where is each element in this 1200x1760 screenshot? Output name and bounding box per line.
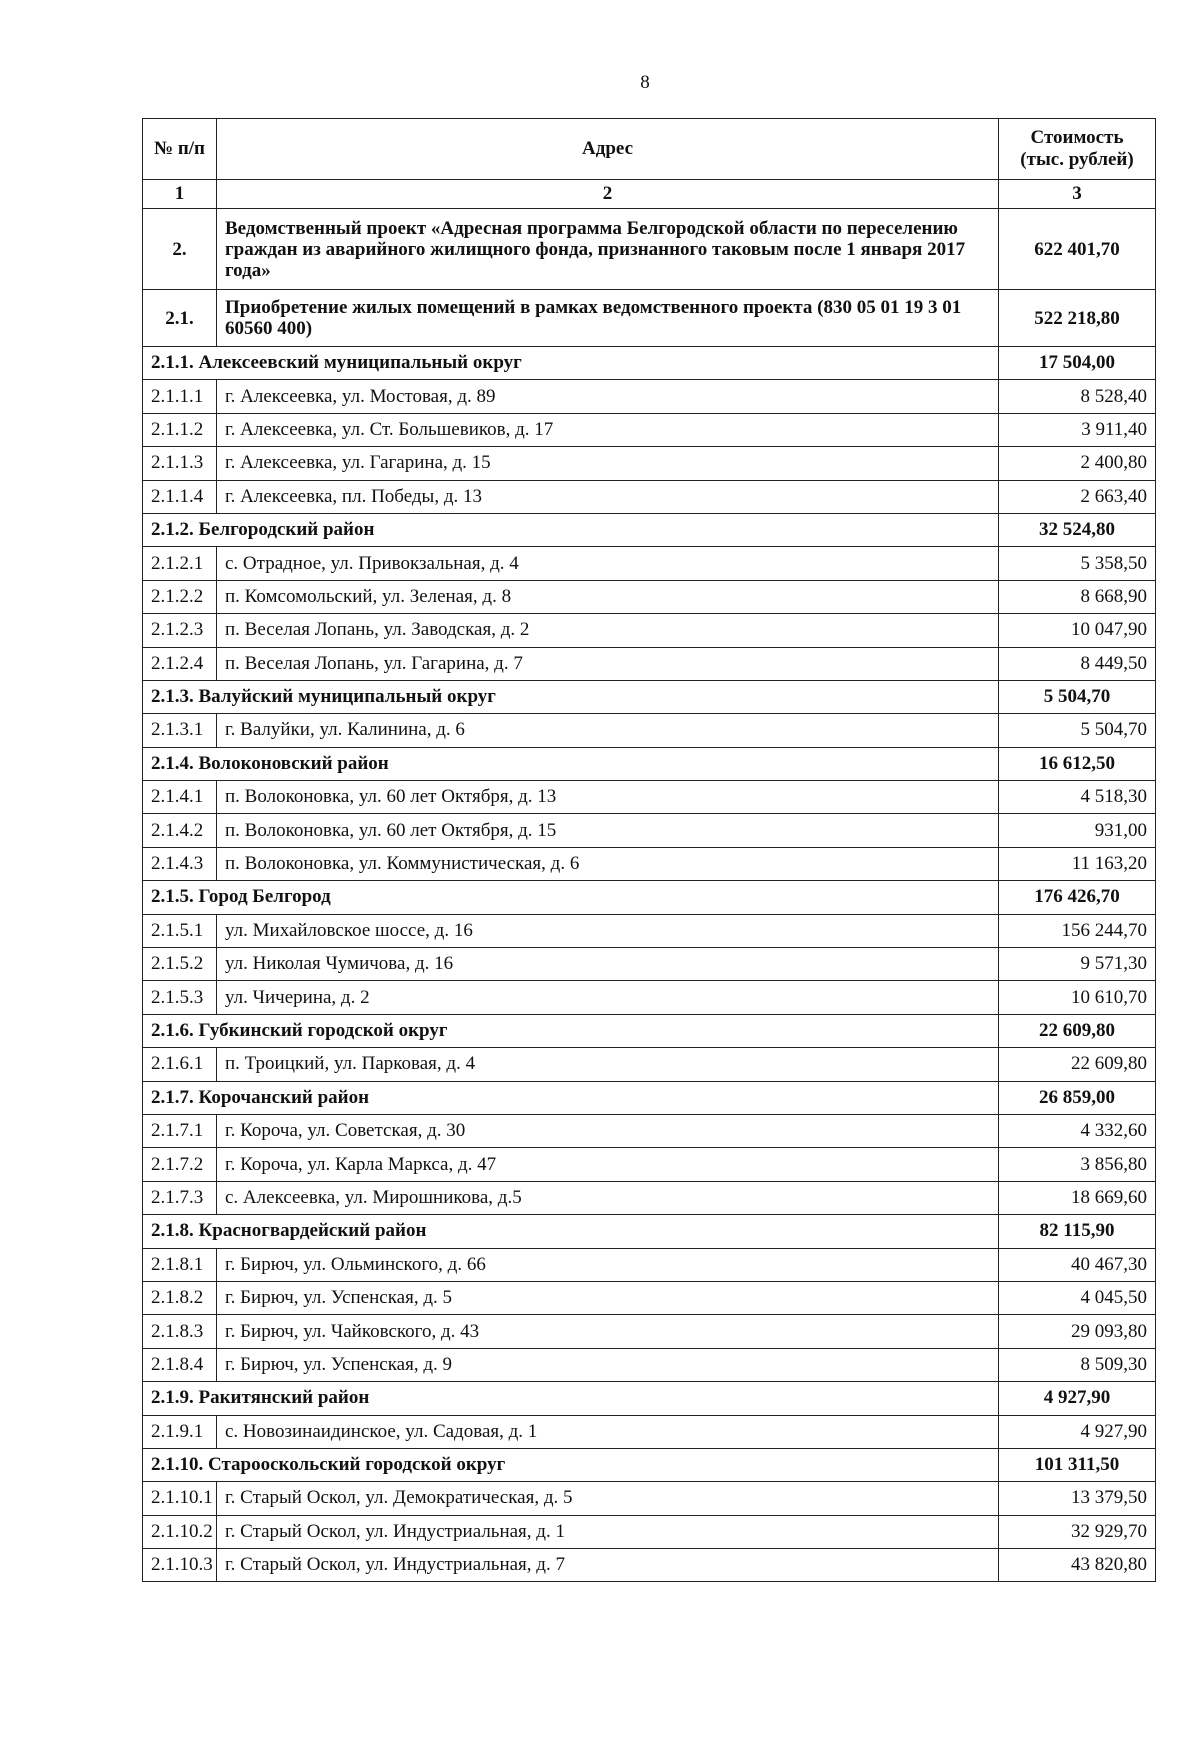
row-address: г. Бирюч, ул. Ольминского, д. 66: [217, 1248, 999, 1281]
column-number-2: 2: [217, 180, 999, 209]
table-row: [143, 614, 1156, 647]
row-number: 2.1.10.3: [143, 1549, 217, 1582]
row-number: 2.1.4.2: [143, 814, 217, 847]
row-number: 2.1.9.1: [143, 1415, 217, 1448]
table-header-row: [143, 119, 1156, 180]
row-cost: 4 927,90: [999, 1415, 1156, 1448]
district-title: 2.1.8. Красногвардейский район: [143, 1215, 999, 1248]
address-program-table: [142, 118, 1156, 1582]
row-cost: 8 668,90: [999, 580, 1156, 613]
table-row: [143, 1549, 1156, 1582]
project-cost: 622 401,70: [999, 209, 1156, 290]
subproject-title: Приобретение жилых помещений в рамках ведомственного проекта (830 05 01 19 3 01 60560 400): [217, 290, 999, 347]
row-cost: 3 856,80: [999, 1148, 1156, 1181]
row-address: г. Короча, ул. Карла Маркса, д. 47: [217, 1148, 999, 1181]
district-title: 2.1.7. Корочанский район: [143, 1081, 999, 1114]
row-cost: 3 911,40: [999, 413, 1156, 446]
row-cost: 40 467,30: [999, 1248, 1156, 1281]
district-total: 4 927,90: [999, 1382, 1156, 1415]
page-number: 8: [640, 72, 650, 93]
table-row: [143, 1281, 1156, 1314]
row-number: 2.1.8.3: [143, 1315, 217, 1348]
row-number: 2.1.7.2: [143, 1148, 217, 1181]
row-cost: 8 509,30: [999, 1348, 1156, 1381]
row-cost: 4 045,50: [999, 1281, 1156, 1314]
subproject-row: [143, 290, 1156, 347]
row-cost: 13 379,50: [999, 1482, 1156, 1515]
table-row: [143, 814, 1156, 847]
header-number: № п/п: [143, 119, 217, 180]
table-row: [143, 981, 1156, 1014]
row-cost: 8 449,50: [999, 647, 1156, 680]
row-cost: 32 929,70: [999, 1515, 1156, 1548]
district-group-row: [143, 347, 1156, 380]
row-cost: 4 518,30: [999, 781, 1156, 814]
row-cost: 156 244,70: [999, 914, 1156, 947]
row-address: с. Новозинаидинское, ул. Садовая, д. 1: [217, 1415, 999, 1448]
row-address: п. Троицкий, ул. Парковая, д. 4: [217, 1048, 999, 1081]
row-number: 2.1.7.3: [143, 1181, 217, 1214]
row-address: п. Комсомольский, ул. Зеленая, д. 8: [217, 580, 999, 613]
header-cost: Стоимость (тыс. рублей): [999, 119, 1156, 180]
row-cost: 11 163,20: [999, 847, 1156, 880]
table-row: [143, 914, 1156, 947]
row-address: г. Старый Оскол, ул. Индустриальная, д. 7: [217, 1549, 999, 1582]
subproject-cost: 522 218,80: [999, 290, 1156, 347]
row-address: г. Алексеевка, ул. Мостовая, д. 89: [217, 380, 999, 413]
project-title: Ведомственный проект «Адресная программа Белгородской области по переселению граждан из аварийного жилищного фонда, признанного таковым после 1 января 2017 года»: [217, 209, 999, 290]
row-number: 2.1.2.3: [143, 614, 217, 647]
district-group-row: [143, 680, 1156, 713]
row-number: 2.1.2.4: [143, 647, 217, 680]
district-group-row: [143, 747, 1156, 780]
project-row: [143, 209, 1156, 290]
row-number: 2.1.8.1: [143, 1248, 217, 1281]
district-title: 2.1.2. Белгородский район: [143, 513, 999, 546]
table-row: [143, 1114, 1156, 1147]
district-title: 2.1.3. Валуйский муниципальный округ: [143, 680, 999, 713]
district-group-row: [143, 881, 1156, 914]
table-row: [143, 580, 1156, 613]
row-cost: 29 093,80: [999, 1315, 1156, 1348]
row-number: 2.1.2.2: [143, 580, 217, 613]
district-group-row: [143, 1382, 1156, 1415]
district-total: 101 311,50: [999, 1448, 1156, 1481]
row-address: г. Бирюч, ул. Чайковского, д. 43: [217, 1315, 999, 1348]
row-number: 2.1.1.4: [143, 480, 217, 513]
district-group-row: [143, 1215, 1156, 1248]
row-address: с. Алексеевка, ул. Мирошникова, д.5: [217, 1181, 999, 1214]
district-title: 2.1.5. Город Белгород: [143, 881, 999, 914]
row-number: 2.1.5.2: [143, 948, 217, 981]
row-address: п. Веселая Лопань, ул. Заводская, д. 2: [217, 614, 999, 647]
row-cost: 5 504,70: [999, 714, 1156, 747]
project-number: 2.: [143, 209, 217, 290]
table-row: [143, 1482, 1156, 1515]
column-number-row: [143, 180, 1156, 209]
district-title: 2.1.4. Волоконовский район: [143, 747, 999, 780]
row-cost: 5 358,50: [999, 547, 1156, 580]
district-total: 82 115,90: [999, 1215, 1156, 1248]
district-group-row: [143, 513, 1156, 546]
table-row: [143, 1348, 1156, 1381]
row-number: 2.1.1.2: [143, 413, 217, 446]
row-cost: 43 820,80: [999, 1549, 1156, 1582]
district-total: 16 612,50: [999, 747, 1156, 780]
row-number: 2.1.6.1: [143, 1048, 217, 1081]
row-cost: 9 571,30: [999, 948, 1156, 981]
table-row: [143, 1515, 1156, 1548]
row-address: г. Бирюч, ул. Успенская, д. 5: [217, 1281, 999, 1314]
row-cost: 8 528,40: [999, 380, 1156, 413]
row-address: г. Бирюч, ул. Успенская, д. 9: [217, 1348, 999, 1381]
row-cost: 931,00: [999, 814, 1156, 847]
row-cost: 22 609,80: [999, 1048, 1156, 1081]
row-cost: 18 669,60: [999, 1181, 1156, 1214]
row-address: г. Валуйки, ул. Калинина, д. 6: [217, 714, 999, 747]
table-row: [143, 1048, 1156, 1081]
table-row: [143, 1148, 1156, 1181]
district-group-row: [143, 1081, 1156, 1114]
district-total: 32 524,80: [999, 513, 1156, 546]
district-total: 176 426,70: [999, 881, 1156, 914]
row-number: 2.1.8.2: [143, 1281, 217, 1314]
row-address: г. Старый Оскол, ул. Демократическая, д. 5: [217, 1482, 999, 1515]
table-row: [143, 1248, 1156, 1281]
row-number: 2.1.10.1: [143, 1482, 217, 1515]
district-total: 17 504,00: [999, 347, 1156, 380]
table-row: [143, 1315, 1156, 1348]
row-cost: 2 663,40: [999, 480, 1156, 513]
subproject-number: 2.1.: [143, 290, 217, 347]
row-address: п. Волоконовка, ул. Коммунистическая, д. 6: [217, 847, 999, 880]
row-cost: 10 610,70: [999, 981, 1156, 1014]
row-cost: 10 047,90: [999, 614, 1156, 647]
row-address: ул. Чичерина, д. 2: [217, 981, 999, 1014]
row-address: с. Отрадное, ул. Привокзальная, д. 4: [217, 547, 999, 580]
row-number: 2.1.7.1: [143, 1114, 217, 1147]
row-address: ул. Николая Чумичова, д. 16: [217, 948, 999, 981]
table-row: [143, 1181, 1156, 1214]
row-number: 2.1.5.3: [143, 981, 217, 1014]
table-row: [143, 380, 1156, 413]
district-title: 2.1.6. Губкинский городской округ: [143, 1014, 999, 1047]
district-title: 2.1.10. Старооскольский городской округ: [143, 1448, 999, 1481]
row-address: г. Алексеевка, пл. Победы, д. 13: [217, 480, 999, 513]
district-total: 26 859,00: [999, 1081, 1156, 1114]
row-address: п. Волоконовка, ул. 60 лет Октября, д. 15: [217, 814, 999, 847]
table-row: [143, 1415, 1156, 1448]
district-title: 2.1.9. Ракитянский район: [143, 1382, 999, 1415]
row-address: г. Короча, ул. Советская, д. 30: [217, 1114, 999, 1147]
row-number: 2.1.2.1: [143, 547, 217, 580]
district-group-row: [143, 1014, 1156, 1047]
district-total: 22 609,80: [999, 1014, 1156, 1047]
row-cost: 4 332,60: [999, 1114, 1156, 1147]
row-cost: 2 400,80: [999, 447, 1156, 480]
table-row: [143, 447, 1156, 480]
row-address: г. Старый Оскол, ул. Индустриальная, д. 1: [217, 1515, 999, 1548]
row-number: 2.1.5.1: [143, 914, 217, 947]
table-row: [143, 847, 1156, 880]
row-number: 2.1.4.1: [143, 781, 217, 814]
row-number: 2.1.3.1: [143, 714, 217, 747]
row-address: г. Алексеевка, ул. Гагарина, д. 15: [217, 447, 999, 480]
row-number: 2.1.1.3: [143, 447, 217, 480]
table-row: [143, 948, 1156, 981]
row-address: п. Волоконовка, ул. 60 лет Октября, д. 13: [217, 781, 999, 814]
table-row: [143, 781, 1156, 814]
header-address: Адрес: [217, 119, 999, 180]
table-row: [143, 647, 1156, 680]
column-number-3: 3: [999, 180, 1156, 209]
row-address: ул. Михайловское шоссе, д. 16: [217, 914, 999, 947]
district-group-row: [143, 1448, 1156, 1481]
district-title: 2.1.1. Алексеевский муниципальный округ: [143, 347, 999, 380]
row-address: п. Веселая Лопань, ул. Гагарина, д. 7: [217, 647, 999, 680]
table-row: [143, 413, 1156, 446]
district-total: 5 504,70: [999, 680, 1156, 713]
row-address: г. Алексеевка, ул. Ст. Большевиков, д. 17: [217, 413, 999, 446]
table-row: [143, 480, 1156, 513]
row-number: 2.1.10.2: [143, 1515, 217, 1548]
table-row: [143, 714, 1156, 747]
table-row: [143, 547, 1156, 580]
column-number-1: 1: [143, 180, 217, 209]
row-number: 2.1.8.4: [143, 1348, 217, 1381]
row-number: 2.1.4.3: [143, 847, 217, 880]
row-number: 2.1.1.1: [143, 380, 217, 413]
